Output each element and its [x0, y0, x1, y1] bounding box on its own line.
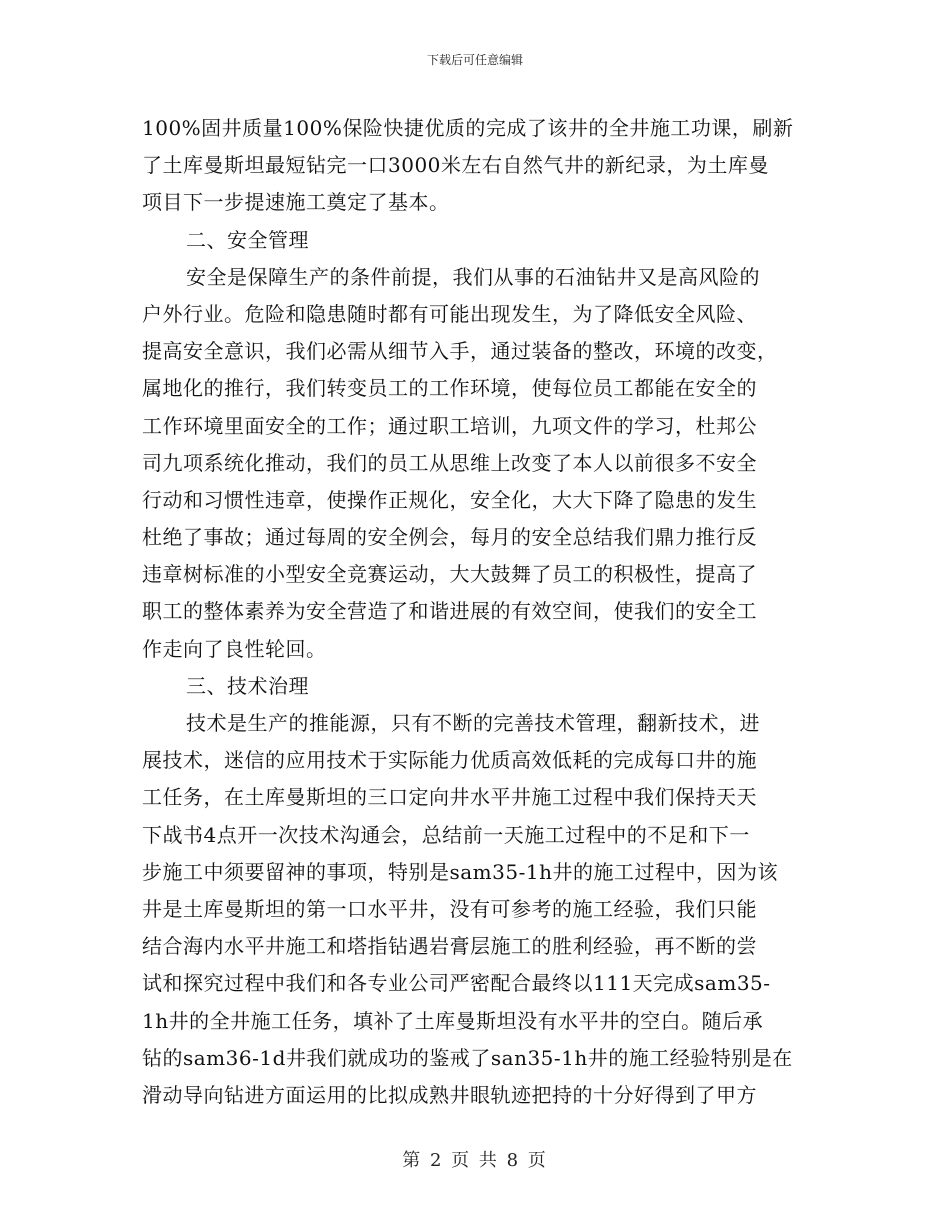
text-line: 项目下一步提速施工奠定了基本。 [142, 190, 450, 215]
text-line: 工任务，在土库曼斯坦的三口定向井水平井施工过程中我们保持天天 [142, 785, 757, 810]
text-line: 属地化的推行，我们转变员工的工作环境，使每位员工都能在安全的 [142, 376, 757, 401]
text-line: 户外行业。危险和隐患随时都有可能出现发生，为了降低安全风险、 [142, 301, 757, 326]
text-line: 作走向了良性轮回。 [142, 636, 327, 661]
text-line: 钻的sam36-1d井我们就成功的鉴戒了san35-1h井的施工经验特别是在 [142, 1045, 793, 1070]
text-line: 下战书4点开一次技术沟通会，总结前一天施工过程中的不足和下一 [142, 822, 750, 847]
text-line: 行动和习惯性违章，使操作正规化，安全化，大大下降了隐患的发生 [142, 487, 757, 512]
document-body [142, 110, 812, 1114]
text-line: 结合海内水平井施工和塔指钻遇岩膏层施工的胜利经验，再不断的尝 [142, 934, 757, 959]
header-note: 下载后可任意编辑 [426, 53, 523, 67]
text-line: 提高安全意识，我们必需从细节入手，通过装备的整改，环境的改变， [142, 339, 778, 364]
text-line: 杜绝了事故；通过每周的安全例会，每月的安全总结我们鼎力推行反 [142, 525, 757, 550]
text-line: 三、技术治理 [186, 673, 309, 698]
page-number: 第 2 页 共 8 页 [402, 1150, 548, 1171]
text-line: 工作环境里面安全的工作；通过职工培训，九项文件的学习，杜邦公 [142, 413, 757, 438]
text-line: 安全是保障生产的条件前提，我们从事的石油钻井又是高风险的 [186, 264, 760, 289]
text-line: 1h井的全井施工任务，填补了土库曼斯坦没有水平井的空白。随后承 [142, 1008, 764, 1033]
text-line: 试和探究过程中我们和各专业公司严密配合最终以111天完成sam35- [142, 971, 771, 996]
text-line: 展技术，迷信的应用技术于实际能力优质高效低耗的完成每口井的施 [142, 748, 757, 773]
text-line: 技术是生产的推能源，只有不断的完善技术管理，翻新技术，进 [186, 711, 760, 735]
text-line: 了土库曼斯坦最短钻完一口3000米左右自然气井的新纪录，为土库曼 [142, 153, 769, 178]
text-line: 井是土库曼斯坦的第一口水平井，没有可参考的施工经验，我们只能 [142, 896, 757, 921]
text-line: 滑动导向钻进方面运用的比拟成熟井眼轨迹把持的十分好得到了甲方 [142, 1082, 757, 1107]
text-line: 100%固井质量100%保险快捷优质的完成了该井的全井施工功课，刷新 [142, 116, 794, 140]
text-line: 步施工中须要留神的事项，特别是sam35-1h井的施工过程中，因为该 [142, 859, 778, 884]
text-line: 违章树标准的小型安全竞赛运动，大大鼓舞了员工的积极性，提高了 [142, 562, 757, 587]
text-line: 职工的整体素养为安全营造了和谐进展的有效空间，使我们的安全工 [142, 599, 757, 624]
text-line: 二、安全管理 [186, 227, 309, 252]
text-line: 司九项系统化推动，我们的员工从思维上改变了本人以前很多不安全 [142, 450, 757, 475]
